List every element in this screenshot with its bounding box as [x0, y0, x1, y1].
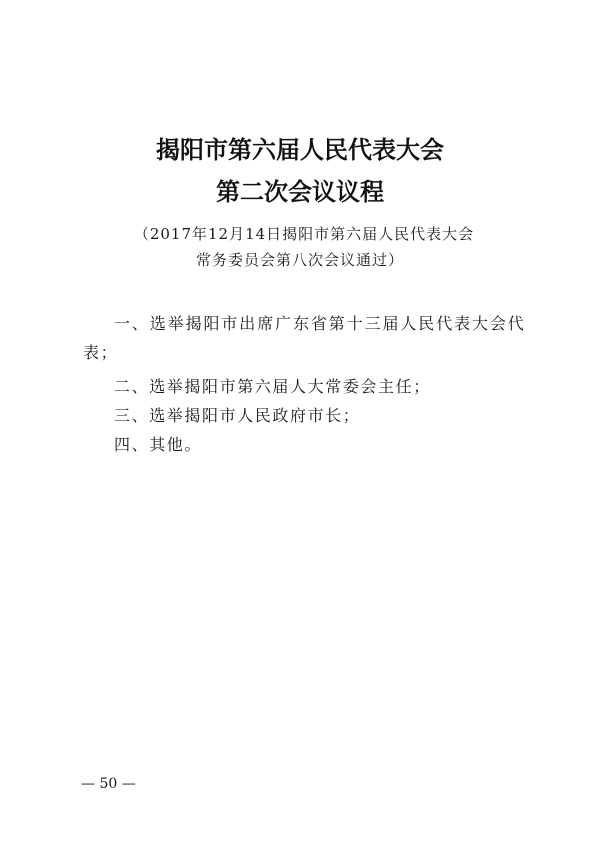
- document-subtitle-line2: 常务委员会第八次会议通过）: [195, 251, 404, 269]
- agenda-item-4: 四、其他。: [114, 435, 203, 454]
- document-title-line2: 第二次会议议程: [216, 177, 384, 206]
- agenda-item-1: 一、选举揭阳市出席广东省第十三届人民代表大会代: [114, 314, 526, 333]
- agenda-item-3: 三、选举揭阳市人民政府市长；: [114, 406, 361, 425]
- page-number: — 50 —: [81, 776, 136, 792]
- document-subtitle-line1: （2017年12月14日揭阳市第六届人民代表大会: [133, 225, 475, 243]
- agenda-item-2: 二、选举揭阳市第六届人大常委会主任；: [114, 377, 431, 396]
- document-title-line1: 揭阳市第六届人民代表大会: [156, 135, 444, 164]
- agenda-item-1-continuation: 表；: [83, 343, 119, 362]
